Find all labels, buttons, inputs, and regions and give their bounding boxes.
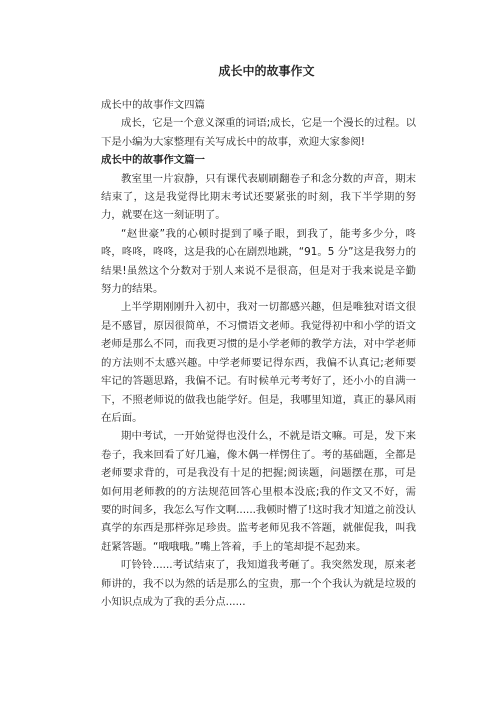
body-paragraph-3: 上半学期刚刚升入初中，我对一切都感兴趣，但是唯独对语文很是不感冒，原因很简单，不习惯语文老师。我觉得初中和小学的语文老师是那么不同，而我更习惯的是小学老师的教学方法，对中学老师的方法则不太感兴趣。中学老师要记得东西，我偏不认真记;老师要牢记的答题思路，我偏不记。有时候单元考考好了，还小小的自满一下，不照老师说的做我也能学好。但是，我哪里知道，真正的暴风雨在后面。 bbox=[101, 301, 416, 424]
intro-paragraph: 成长，它是一个意义深重的词语;成长，它是一个漫长的过程。以下是小编为大家整理有关写成长中的故事，欢迎大家参阅! bbox=[101, 117, 416, 148]
intro-heading: 成长中的故事作文四篇 bbox=[101, 99, 205, 111]
body-paragraph-5: 叮铃铃......考试结束了，我知道我考砸了。我突然发现，原来老师讲的，我不以为然的话是那么的宝贵，那一个个我认为就是垃圾的小知识点成为了我的丢分点...... bbox=[101, 559, 416, 608]
body-paragraph-2: “赵世豪”我的心顿时提到了嗓子眼，到我了，能考多少分，咚咚，咚咚，咚咚，这是我的心在剧烈地跳，“91。5 分”这是我努力的结果!虽然这个分数对于别人来说不是很高，但是对于我来说是辛勤努力的结果。 bbox=[101, 227, 416, 296]
body-paragraph-4: 期中考试，一开始觉得也没什么，不就是语文嘛。可是，发下来卷子，我来回看了好几遍，像木偶一样愣住了。考的基础题，全都是老师要求背的，可是我没有十足的把握;阅读题，问题摆在那，可是如何用老师教的的方法规范回答心里根本没底;我的作文又不好，需要的时间多，我怎么写作文啊......我顿时懵了!这时我才知道之前没认真学的东西是那样弥足珍贵。监考老师见我不答题，就催促我，叫我赶紧答题。“哦哦哦。”嘴上答着，手上的笔却提不起劲来。 bbox=[101, 430, 416, 553]
document-title: 成长中的故事作文 bbox=[218, 64, 315, 78]
body-paragraph-1: 教室里一片寂静，只有课代表刷刷翻卷子和念分数的声音，期末结束了，这是我觉得比期末考试还要紧张的时刻，我下半学期的努力，就要在这一刻证明了。 bbox=[101, 172, 416, 222]
section-title: 成长中的故事作文篇一 bbox=[101, 154, 205, 167]
document-body bbox=[101, 96, 416, 611]
